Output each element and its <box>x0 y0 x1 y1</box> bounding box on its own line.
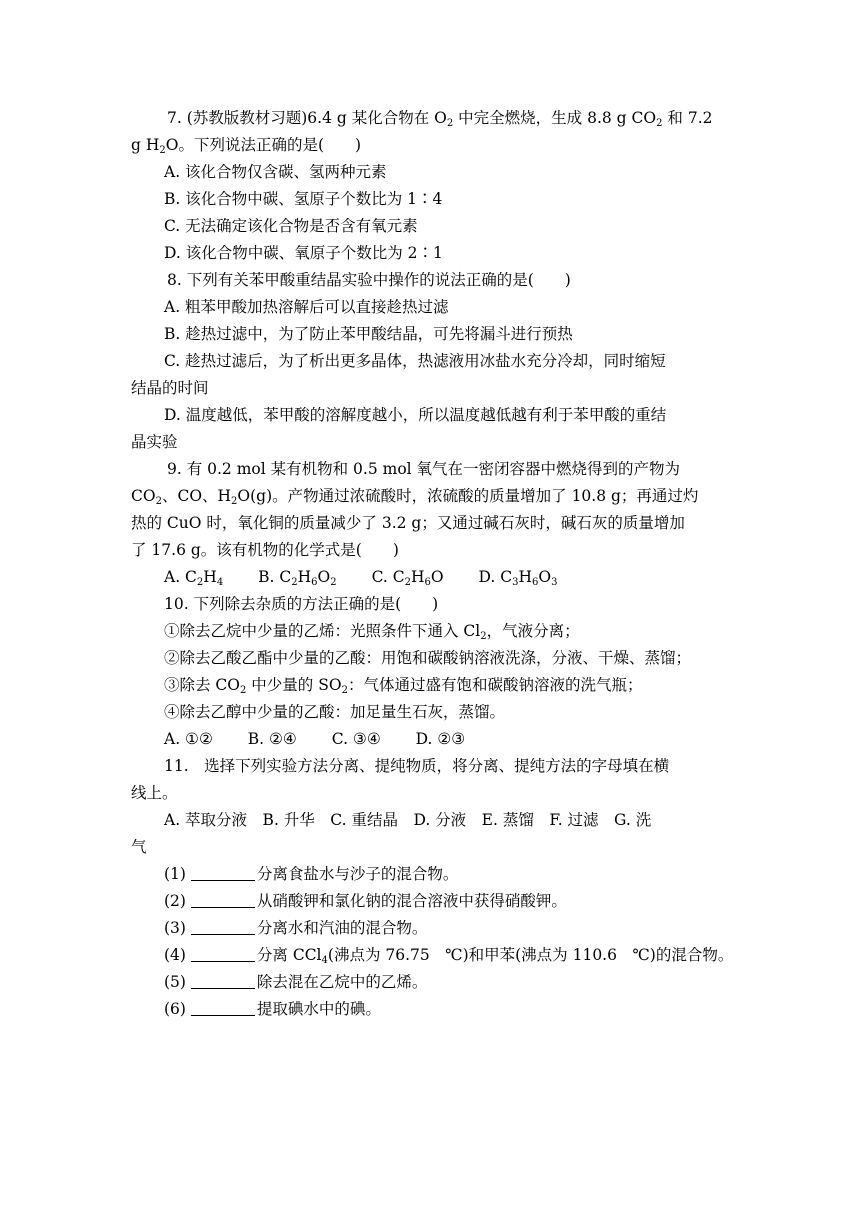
q10-item-1: ①除去乙烷中少量的乙烯：光照条件下通入 $Cl_2$，气液分离； <box>164 622 580 642</box>
q8-option-c-line1: C. 趁热过滤后，为了析出更多晶体，热滤液用冰盐水充分冷却，同时缩短 <box>164 352 666 370</box>
q7-option-b: B. 该化合物中碳、氢原子个数比为 1∶4 <box>164 190 443 208</box>
q9-option-c: C. $C_2H_6O$ <box>371 568 444 588</box>
q11-stem-line2: 线上。 <box>131 784 178 802</box>
q11-stem-line1: 11. 选择下列实验方法分离、提纯物质，将分离、提纯方法的字母填在横 <box>164 757 670 775</box>
q9-stem-line3: 热的 CuO 时，氧化铜的质量减少了 3.2 g；又通过碱石灰时，碱石灰的质量增加 <box>131 514 685 532</box>
q10-option-d: D. ②③ <box>415 730 466 748</box>
q10-option-a: A. ①② <box>164 730 213 748</box>
q7-option-a: A. 该化合物仅含碳、氢两种元素 <box>164 163 387 181</box>
q11-part-5: (5) 除去混在乙烷中的乙烯。 <box>164 973 428 991</box>
q9-options <box>164 567 558 587</box>
q8-stem: 8. 下列有关苯甲酸重结晶实验中操作的说法正确的是( ) <box>167 271 571 289</box>
q10-option-b: B. ②④ <box>247 730 297 748</box>
q9-stem-line1: 9. 有 0.2 mol 某有机物和 0.5 mol 氧气在一密闭容器中燃烧得到的产物为 <box>167 460 681 478</box>
q8-option-c-line2: 结晶的时间 <box>131 379 209 397</box>
q11-part-1: (1) 分离食盐水与沙子的混合物。 <box>164 865 459 883</box>
q9-option-b: B. $C_2H_6O_2$ <box>258 568 337 588</box>
q8-option-d-line1: D. 温度越低，苯甲酸的溶解度越小，所以温度越低越有利于苯甲酸的重结 <box>164 406 667 424</box>
answer-blank-4[interactable] <box>191 947 255 962</box>
q11-part-6: (6) 提取碘水中的碘。 <box>164 1000 381 1018</box>
q8-option-a: A. 粗苯甲酸加热溶解后可以直接趁热过滤 <box>164 298 449 316</box>
q11-part-2: (2) 从硝酸钾和氯化钠的混合溶液中获得硝酸钾。 <box>164 892 567 910</box>
q10-item-2: ②除去乙酸乙酯中少量的乙酸：用饱和碳酸钠溶液洗涤，分液、干燥、蒸馏； <box>164 649 692 667</box>
q7-option-d: D. 该化合物中碳、氧原子个数比为 2∶1 <box>164 244 443 262</box>
q10-item-3: ③除去 $CO_2$ 中少量的 $SO_2$：气体通过盛有饱和碳酸钠溶液的洗气瓶； <box>164 676 643 696</box>
q9-stem-line2: $CO_2$、CO、$H_2O(g)$。产物通过浓硫酸时，浓硫酸的质量增加了 10.8 g；再通过灼 <box>131 487 699 507</box>
q11-methods-line1: A. 萃取分液 B. 升华 C. 重结晶 D. 分液 E. 蒸馏 F. 过滤 G. 洗 <box>164 811 652 829</box>
answer-blank-5[interactable] <box>191 974 255 989</box>
q10-option-c: C. ③④ <box>331 730 381 748</box>
q9-option-d: D. $C_3H_6O_3$ <box>478 568 558 588</box>
q10-item-4: ④除去乙醇中少量的乙酸：加足量生石灰，蒸馏。 <box>164 703 506 721</box>
answer-blank-1[interactable] <box>191 866 255 881</box>
q10-options <box>164 729 465 749</box>
q7-stem-line1: 7. (苏教版教材习题)6.4 g 某化合物在 $O_2$ 中完全燃烧，生成 8.8 g $CO_2$ 和 7.2 <box>167 109 713 129</box>
q11-part-3: (3) 分离水和汽油的混合物。 <box>164 919 428 937</box>
answer-blank-6[interactable] <box>191 1001 255 1016</box>
q8-option-b: B. 趁热过滤中，为了防止苯甲酸结晶，可先将漏斗进行预热 <box>164 325 573 343</box>
q11-part-4: (4) 分离 CCl$_4$(沸点为 76.75 ℃)和甲苯(沸点为 110.6 ℃)的混合物。 <box>164 946 734 966</box>
q10-stem: 10. 下列除去杂质的方法正确的是( ) <box>164 595 439 613</box>
q7-stem-line2: g $H_2O$。下列说法正确的是( ) <box>131 136 362 156</box>
q8-option-d-line2: 晶实验 <box>131 433 178 451</box>
q11-methods-line2: 气 <box>131 838 147 856</box>
q7-option-c: C. 无法确定该化合物是否含有氧元素 <box>164 217 418 235</box>
answer-blank-2[interactable] <box>191 893 255 908</box>
answer-blank-3[interactable] <box>191 920 255 935</box>
q9-stem-line4: 了 17.6 g。该有机物的化学式是( ) <box>131 541 399 559</box>
q9-option-a: A. $C_2H_4$ <box>164 568 224 588</box>
